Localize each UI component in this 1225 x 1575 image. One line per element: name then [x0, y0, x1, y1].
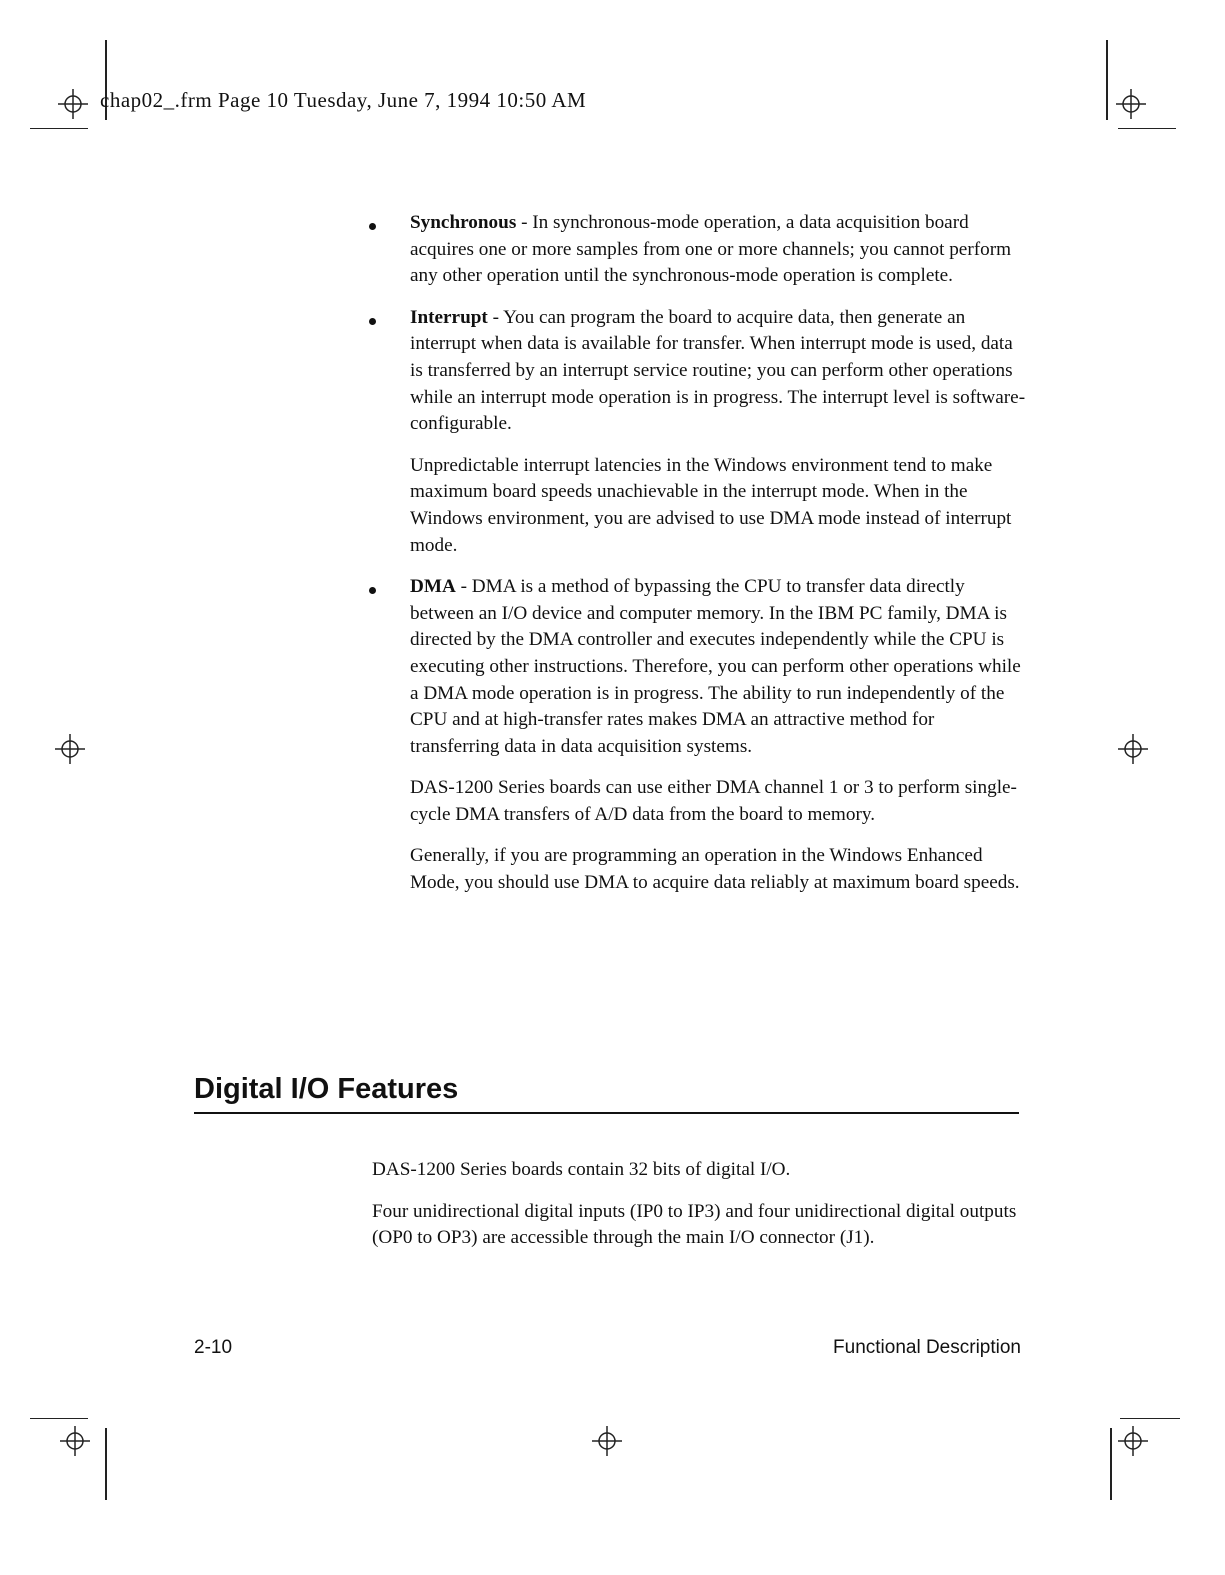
term-description: - DMA is a method of bypassing the CPU to transfer data directly between an I/O device and computer memory. In the IBM PC family, DMA is directed by the DMA controller and executes independently while the CPU is executing other instructions. Therefore, you can perform other operations while a DMA mode operation is in progress. The ability to run independently of the CPU and at high-transfer rates makes DMA an attractive method for transferring data in data acquisition systems.: [410, 576, 1021, 757]
chapter-title: Functional Description: [833, 1337, 1021, 1358]
crop-line: [30, 128, 88, 129]
registration-mark-icon: [592, 1426, 622, 1456]
registration-mark-icon: [55, 734, 85, 764]
term-description: - In synchronous-mode operation, a data acquisition board acquires one or more samples from one or more channels; you cannot perform any other operation until the synchronous-mode operation is complete.: [410, 212, 1012, 287]
registration-mark-icon: [1116, 89, 1146, 119]
acquisition-modes-list: [366, 210, 1026, 912]
registration-mark-icon: [1118, 1426, 1148, 1456]
crop-line: [1118, 128, 1176, 129]
list-item-text: [410, 210, 1026, 290]
section-body: [372, 1157, 1022, 1267]
dma-channel-note: DAS-1200 Series boards can use either DMA channel 1 or 3 to perform single-cycle DMA transfers of A/D data from the board to memory.: [410, 777, 1017, 825]
dma-windows-note: Generally, if you are programming an operation in the Windows Enhanced Mode, you should use DMA to acquire data reliably at maximum board speeds.: [410, 845, 1020, 894]
list-item-dma: [366, 574, 1026, 897]
list-item-interrupt: [366, 305, 1026, 559]
page-number: 2-10: [194, 1337, 233, 1358]
crop-line: [30, 1418, 88, 1419]
section-paragraph: Four unidirectional digital inputs (IP0 to IP3) and four unidirectional digital outputs (OP0 to OP3) are accessible through the main I/O connector (J1).: [372, 1200, 1017, 1249]
term-label: DMA: [410, 576, 456, 598]
term-label: Interrupt: [410, 306, 488, 328]
bullet-icon: [369, 318, 376, 325]
list-item-text: [410, 574, 1026, 760]
list-item-synchronous: [366, 210, 1026, 290]
registration-mark-icon: [1118, 734, 1148, 764]
term-description: - You can program the board to acquire data, then generate an interrupt when data is available for transfer. When interrupt mode is used, data is transferred by an interrupt service routine; you can perform other operations while an interrupt mode operation is in progress. The interrupt level is software-configurable.: [410, 306, 1026, 435]
bullet-icon: [369, 587, 376, 594]
section-paragraph: DAS-1200 Series boards contain 32 bits of digital I/O.: [372, 1159, 791, 1180]
bullet-icon: [369, 223, 376, 230]
list-item-text: [410, 305, 1026, 438]
interrupt-note: Unpredictable interrupt latencies in the Windows environment tend to make maximum board speeds unachievable in the interrupt mode. When in the Windows environment, you are advised to use DMA mode instead of interrupt mode.: [410, 454, 1012, 556]
crop-line: [1110, 1428, 1112, 1500]
crop-line: [1120, 1418, 1180, 1419]
crop-line: [105, 1428, 107, 1500]
crop-line: [1106, 40, 1108, 120]
registration-mark-icon: [58, 89, 88, 119]
section-heading: Digital I/O Features: [194, 1073, 1019, 1114]
document-slug: chap02_.frm Page 10 Tuesday, June 7, 1994 10:50 AM: [100, 88, 587, 112]
registration-mark-icon: [60, 1426, 90, 1456]
term-label: Synchronous: [410, 212, 517, 233]
